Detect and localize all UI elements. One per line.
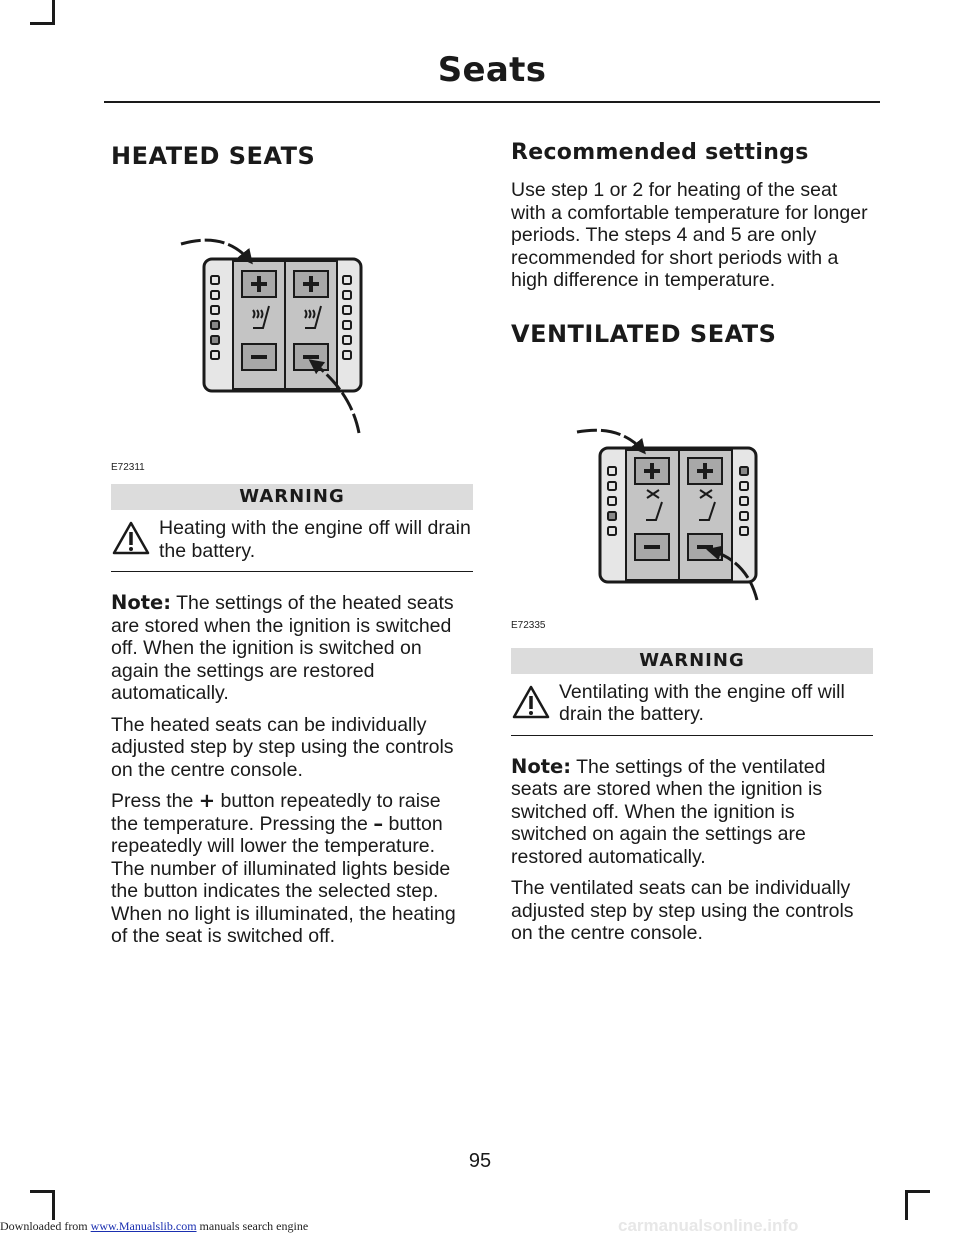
warning-triangle-icon <box>511 684 551 720</box>
note-text: The settings of the ventilated seats are stored when the ignition is switched off. When the ignition is switched on again the settings are restored automatically. <box>511 755 826 868</box>
note-label: Note: <box>511 754 572 778</box>
figure-code: E72311 <box>111 462 145 473</box>
right-column <box>511 130 873 945</box>
note-label: Note: <box>111 591 172 614</box>
ventilated-seats-figure <box>511 352 873 636</box>
watermark: carmanualsonline.info <box>618 1216 799 1235</box>
heated-seats-figure <box>111 176 473 476</box>
heated-seat-controls-illustration <box>111 176 473 446</box>
heated-paragraph-2 <box>111 790 473 948</box>
footer-prefix: Downloaded from <box>0 1219 91 1233</box>
crop-mark-bottom-left-v <box>52 1190 55 1220</box>
crop-mark-top-left-v <box>52 0 55 24</box>
heated-seats-title: HEATED SEATS <box>111 142 316 170</box>
warning-label: WARNING <box>511 648 873 674</box>
warning-body <box>511 674 873 736</box>
footer-suffix: manuals search engine <box>196 1219 309 1233</box>
manualslib-link[interactable]: www.Manualslib.com <box>90 1219 197 1233</box>
plus-symbol: + <box>198 789 216 812</box>
page-header-title: Seats <box>437 50 547 90</box>
warning-triangle-icon <box>111 520 151 556</box>
crop-mark-bottom-right-v <box>905 1190 908 1220</box>
header-rule <box>104 101 880 103</box>
crop-mark-top-left-h <box>30 22 55 25</box>
download-footer <box>0 1219 308 1234</box>
warning-text: Heating with the engine off will drain the battery. <box>159 517 471 562</box>
heated-warning <box>111 484 473 572</box>
minus-symbol: – <box>373 811 384 835</box>
left-column <box>111 130 473 948</box>
crop-mark-bottom-right-h <box>905 1190 930 1193</box>
heated-paragraph-1: The heated seats can be individually adjusted step by step using the controls on the centre console. <box>111 713 454 781</box>
ventilated-seats-title: VENTILATED SEATS <box>511 319 777 348</box>
warning-body <box>111 510 473 572</box>
para2-part-a: Press the <box>111 790 199 812</box>
heated-note <box>111 592 473 705</box>
recommended-settings-title: Recommended settings <box>511 140 809 165</box>
ventilated-seat-controls-illustration <box>511 352 873 612</box>
page-number: 95 <box>468 1150 492 1172</box>
note-text: The settings of the heated seats are stored when the ignition is switched off. When the ignition is switched on again the settings are restored automatically. <box>111 592 454 704</box>
ventilated-paragraph-1: The ventilated seats can be individually adjusted step by step using the controls on the centre console. <box>511 877 854 944</box>
warning-label: WARNING <box>111 484 473 510</box>
crop-mark-bottom-left-h <box>30 1190 55 1193</box>
warning-text: Ventilating with the engine off will drain the battery. <box>559 680 845 725</box>
ventilated-note <box>511 756 873 869</box>
ventilated-warning <box>511 648 873 736</box>
para2-part-b: button repeatedly to raise the temperature. Pressing the <box>111 790 441 835</box>
figure-code: E72335 <box>511 619 546 631</box>
para2-part-c: button repeatedly will lower the temperature. The number of illuminated lights beside the button indicates the selected step. When no light is illuminated, the heating of the seat is switched off. <box>111 812 456 947</box>
recommended-settings-text: Use step 1 or 2 for heating of the seat with a comfortable temperature for longer periods. The steps 4 and 5 are only recommended for short periods with a high difference in temperature. <box>511 179 868 291</box>
